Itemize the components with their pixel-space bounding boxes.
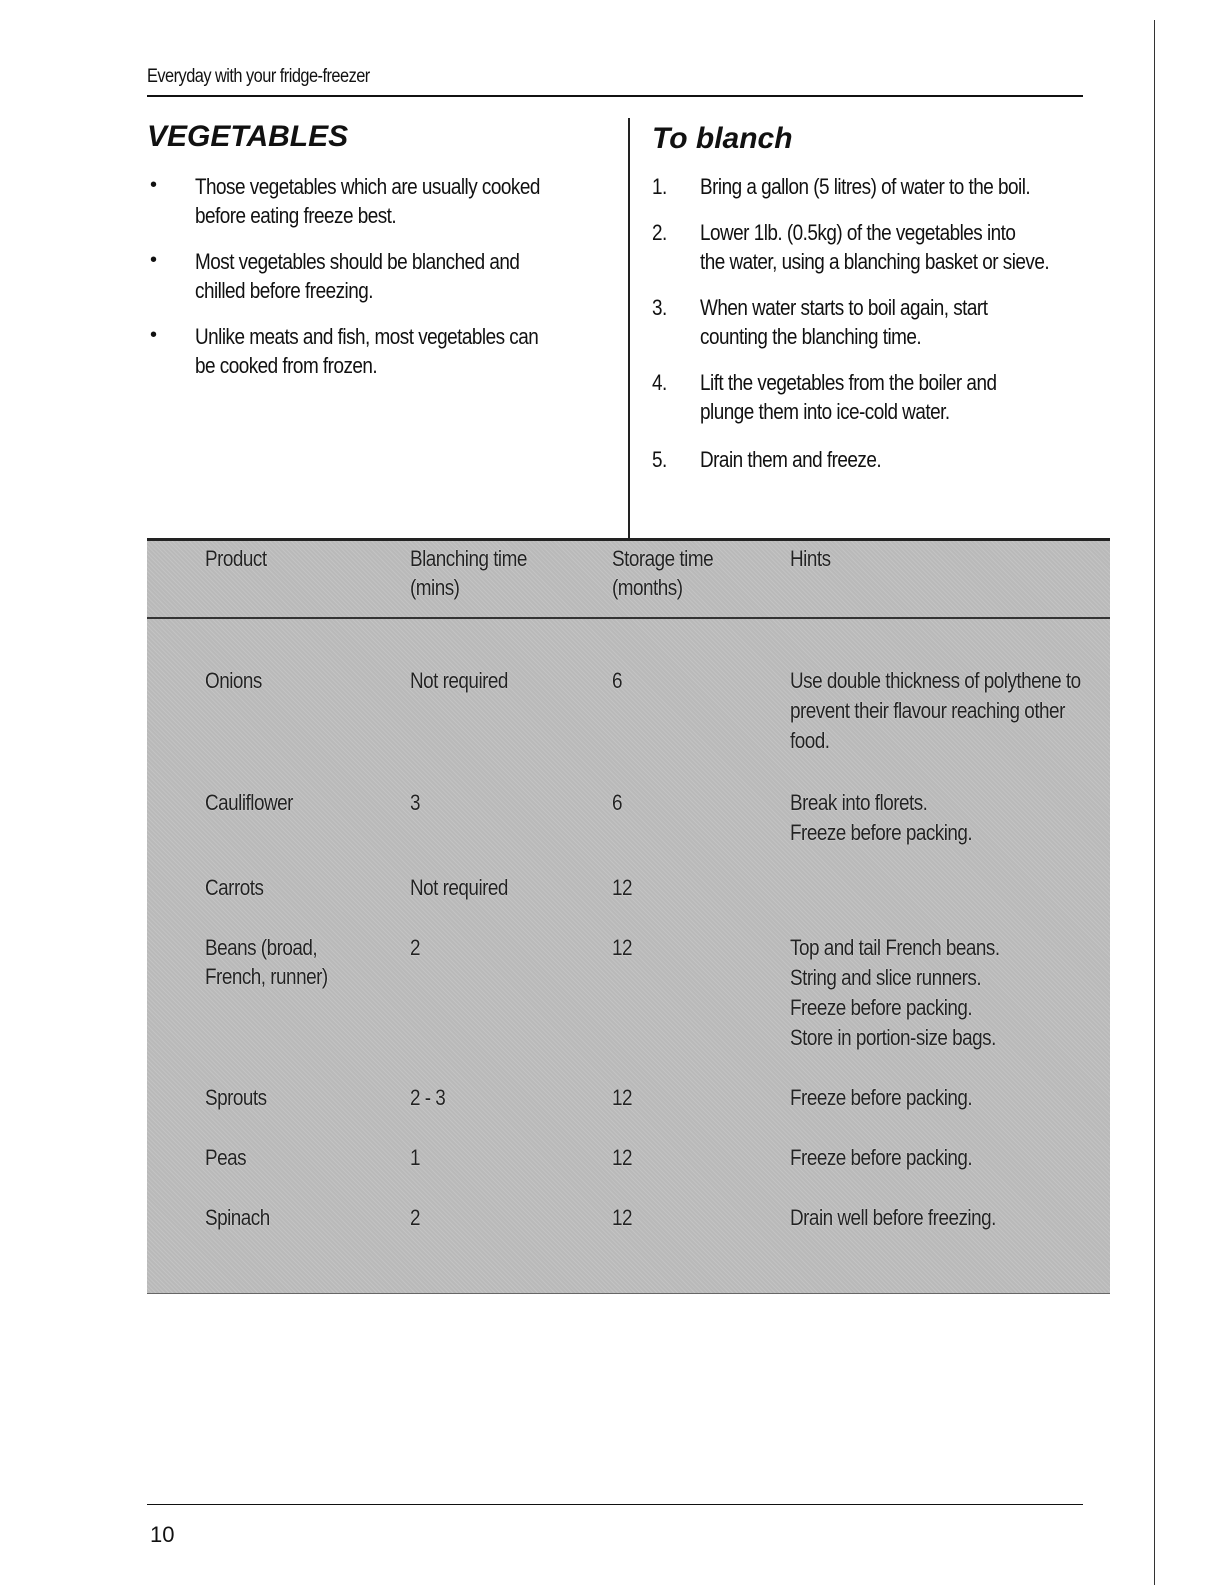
blanching-time-cell: 2	[410, 935, 421, 960]
hints-cell: prevent their flavour reaching other	[790, 698, 1065, 723]
hints-cell: String and slice runners.	[790, 965, 982, 990]
hints-cell: Freeze before packing.	[790, 1145, 973, 1170]
bullet-text: Unlike meats and fish, most vegetables can	[195, 324, 539, 349]
hints-cell: Top and tail French beans.	[790, 935, 1000, 960]
product-cell: Spinach	[205, 1205, 270, 1230]
storage-time-cell: 12	[612, 875, 633, 900]
blanching-time-cell: 2 - 3	[410, 1085, 446, 1110]
step-text: counting the blanching time.	[700, 324, 922, 349]
step-text: plunge them into ice-cold water.	[700, 399, 950, 424]
product-cell: Onions	[205, 668, 262, 693]
product-cell: Beans (broad,	[205, 935, 318, 960]
product-cell: Sprouts	[205, 1085, 267, 1110]
storage-time-cell: 12	[612, 1145, 633, 1170]
running-header: Everyday with your fridge-freezer	[147, 66, 370, 87]
storage-time-cell: 6	[612, 790, 623, 815]
page-edge-line	[1154, 20, 1155, 1585]
storage-time-cell: 12	[612, 1205, 633, 1230]
header-divider	[147, 617, 1110, 619]
storage-time-cell: 12	[612, 1085, 633, 1110]
step-text: When water starts to boil again, start	[700, 295, 988, 320]
header-rule	[147, 95, 1083, 97]
hints-cell: Drain well before freezing.	[790, 1205, 996, 1230]
footer-rule	[147, 1504, 1083, 1505]
bullet-icon: •	[150, 174, 158, 196]
column-header: (months)	[612, 575, 683, 600]
bullet-text: Most vegetables should be blanched and	[195, 249, 520, 274]
step-number: 1.	[652, 174, 667, 199]
hints-cell: Store in portion-size bags.	[790, 1025, 996, 1050]
step-number: 2.	[652, 220, 667, 245]
product-cell: Peas	[205, 1145, 247, 1170]
column-header: Hints	[790, 546, 831, 571]
vegetables-table	[147, 538, 1110, 1294]
page-number: 10	[150, 1522, 175, 1547]
hints-cell: Break into florets.	[790, 790, 928, 815]
step-number: 5.	[652, 447, 667, 472]
hints-cell: food.	[790, 728, 830, 753]
product-cell: French, runner)	[205, 964, 328, 989]
step-text: Lift the vegetables from the boiler and	[700, 370, 997, 395]
step-number: 4.	[652, 370, 667, 395]
storage-time-cell: 12	[612, 935, 633, 960]
bullet-text: before eating freeze best.	[195, 203, 397, 228]
column-header: (mins)	[410, 575, 460, 600]
bullet-icon: •	[150, 324, 158, 346]
step-text: Drain them and freeze.	[700, 447, 882, 472]
blanching-time-cell: Not required	[410, 668, 508, 693]
step-text: the water, using a blanching basket or sieve.	[700, 249, 1050, 274]
column-divider	[628, 118, 630, 540]
product-cell: Cauliflower	[205, 790, 293, 815]
step-text: Bring a gallon (5 litres) of water to the boil.	[700, 174, 1031, 199]
blanching-time-cell: 2	[410, 1205, 421, 1230]
bullet-text: be cooked from frozen.	[195, 353, 378, 378]
hints-cell: Freeze before packing.	[790, 995, 973, 1020]
bullet-icon: •	[150, 249, 158, 271]
hints-cell: Freeze before packing.	[790, 1085, 973, 1110]
subsection-title: To blanch	[652, 122, 793, 155]
section-title: VEGETABLES	[147, 120, 349, 153]
bullet-text: Those vegetables which are usually cooked	[195, 174, 540, 199]
step-text: Lower 1lb. (0.5kg) of the vegetables into	[700, 220, 1016, 245]
blanching-time-cell: Not required	[410, 875, 508, 900]
storage-time-cell: 6	[612, 668, 623, 693]
column-header: Product	[205, 546, 267, 571]
product-cell: Carrots	[205, 875, 264, 900]
blanching-time-cell: 3	[410, 790, 421, 815]
blanching-time-cell: 1	[410, 1145, 421, 1170]
hints-cell: Use double thickness of polythene to	[790, 668, 1081, 693]
hints-cell: Freeze before packing.	[790, 820, 973, 845]
column-header: Blanching time	[410, 546, 527, 571]
bullet-text: chilled before freezing.	[195, 278, 373, 303]
step-number: 3.	[652, 295, 667, 320]
column-header: Storage time	[612, 546, 714, 571]
